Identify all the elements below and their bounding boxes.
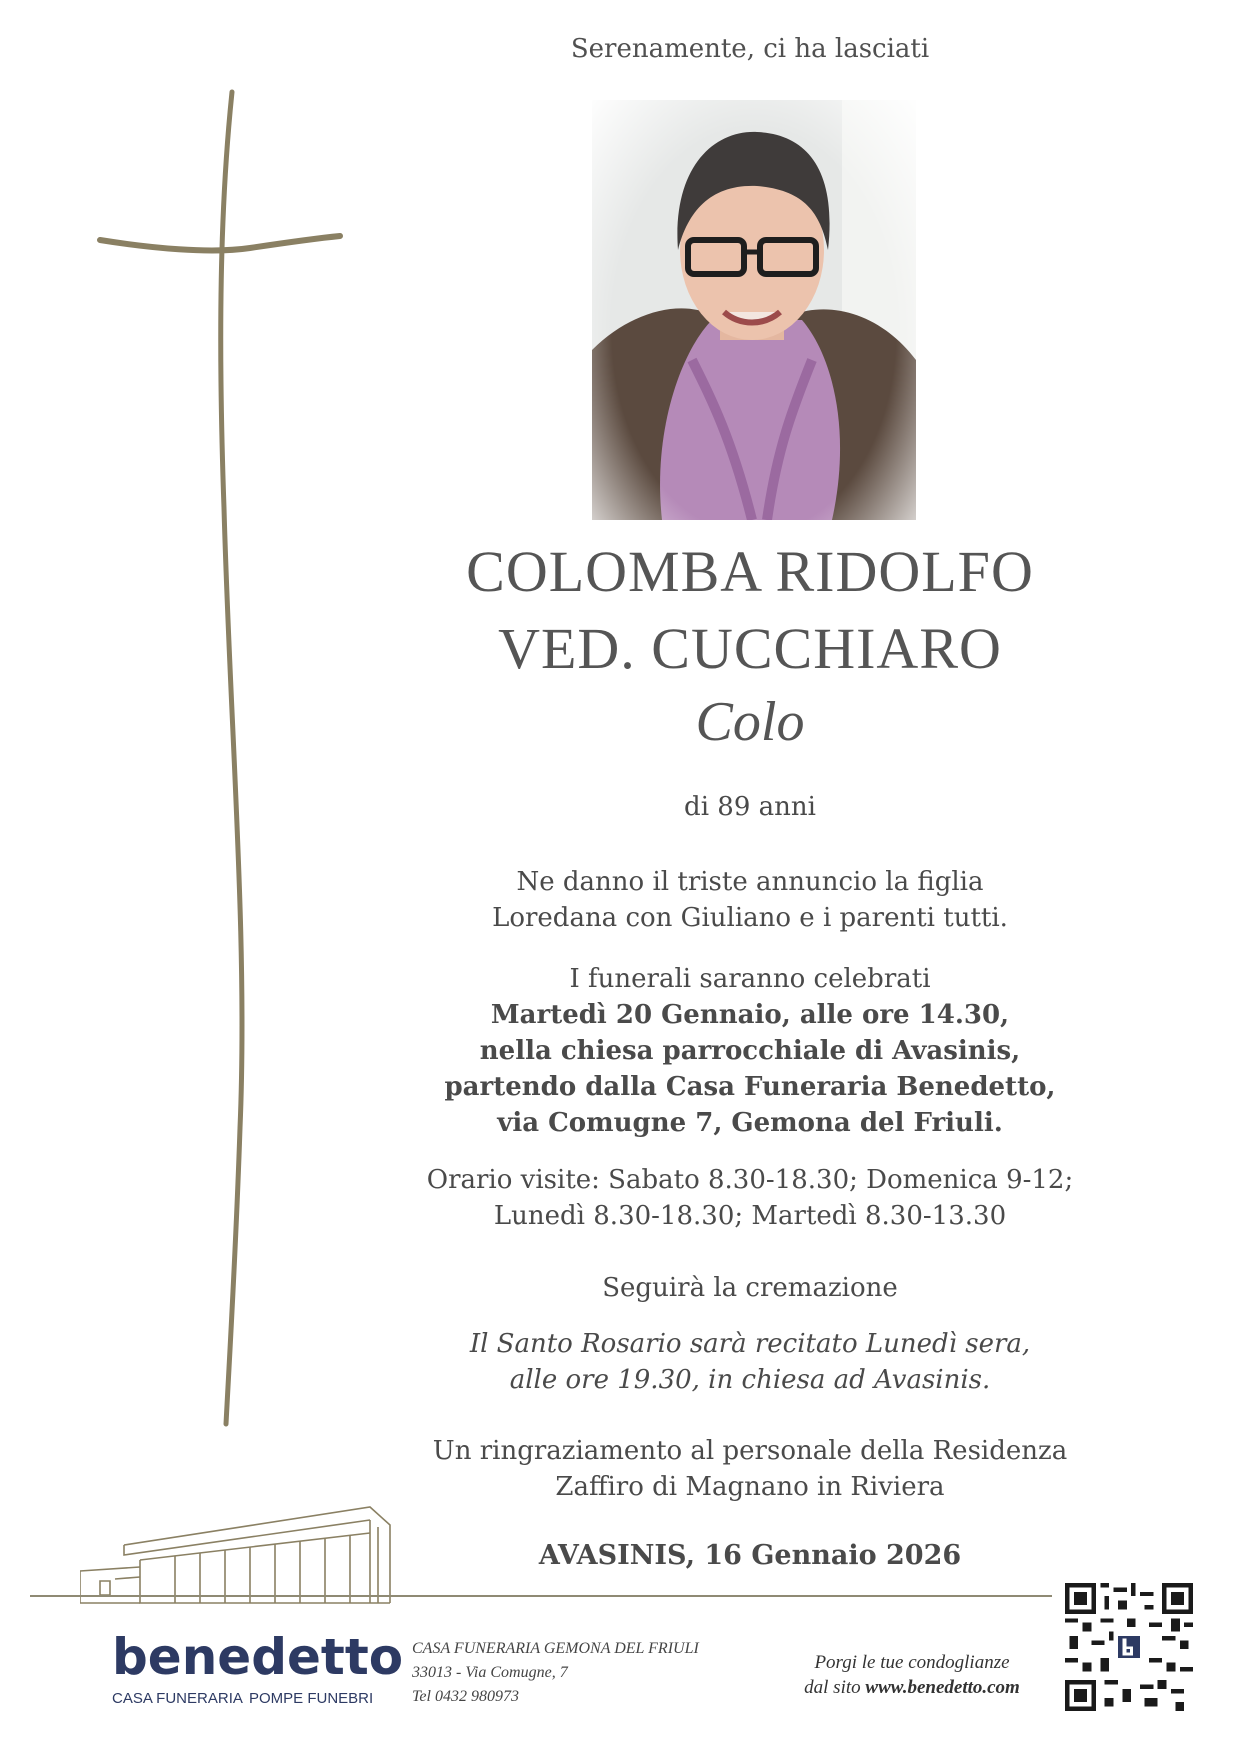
rosary-line: Il Santo Rosario sarà recitato Lunedì sera, — [469, 1329, 1031, 1359]
address-line: 33013 - Via Comugne, 7 — [412, 1664, 568, 1681]
website-link[interactable]: www.benedetto.com — [865, 1677, 1020, 1698]
condolences-prefix: dal sito — [804, 1677, 866, 1698]
thanks-line: Zaffiro di Magnano in Riviera — [555, 1472, 945, 1502]
qr-code-icon[interactable] — [1065, 1583, 1193, 1711]
rosary-notice — [390, 1326, 1110, 1398]
portrait-photo — [592, 100, 916, 520]
rosary-line: alle ore 19.30, in chiesa ad Avasinis. — [509, 1365, 991, 1395]
funeral-line: via Comugne 7, Gemona del Friuli. — [497, 1108, 1003, 1138]
logo-subtitle-casa-funeraria: CASA FUNERARIA — [112, 1690, 243, 1707]
visiting-hours-line: Orario visite: Sabato 8.30-18.30; Domenica 9-12; — [426, 1165, 1074, 1195]
deceased-age: di 89 anni — [684, 792, 816, 822]
cremation-notice: Seguirà la cremazione — [602, 1273, 898, 1303]
intro-text: Serenamente, ci ha lasciati — [570, 34, 930, 64]
condolences-site — [792, 1677, 1032, 1699]
funeral-line: nella chiesa parrocchiale di Avasinis, — [479, 1036, 1021, 1066]
thanks-notice — [390, 1433, 1110, 1505]
visiting-hours-line: Lunedì 8.30-18.30; Martedì 8.30-13.30 — [493, 1201, 1007, 1231]
announcement-line: Ne danno il triste annuncio la figlia — [516, 867, 984, 897]
condolences-text: Porgi le tue condoglianze — [814, 1652, 1010, 1673]
phone-line: Tel 0432 980973 — [412, 1688, 519, 1705]
funeral-details — [390, 961, 1110, 1141]
funeral-intro: I funerali saranno celebrati — [569, 964, 931, 994]
deceased-nickname: Colo — [695, 691, 805, 753]
deceased-name-line1: COLOMBA RIDOLFO — [466, 539, 1034, 604]
deceased-name-line2: VED. CUCCHIARO — [498, 616, 1002, 681]
visiting-hours — [390, 1162, 1110, 1234]
logo-subtitle-pompe-funebri: POMPE FUNEBRI — [249, 1690, 374, 1707]
funeral-line: partendo dalla Casa Funeraria Benedetto, — [444, 1072, 1056, 1102]
announcement-line: Loredana con Giuliano e i parenti tutti. — [492, 903, 1008, 933]
place-and-date: AVASINIS, 16 Gennaio 2026 — [538, 1540, 962, 1571]
funeral-line: Martedì 20 Gennaio, alle ore 14.30, — [490, 1000, 1010, 1030]
address-line: CASA FUNERARIA GEMONA DEL FRIULI — [412, 1640, 699, 1657]
cross-icon — [90, 88, 350, 1428]
benedetto-logo: benedetto — [112, 1628, 404, 1686]
thanks-line: Un ringraziamento al personale della Residenza — [432, 1436, 1068, 1466]
announcement — [390, 864, 1110, 936]
funeral-home-building-icon — [80, 1475, 400, 1610]
footer-divider — [30, 1595, 1052, 1597]
